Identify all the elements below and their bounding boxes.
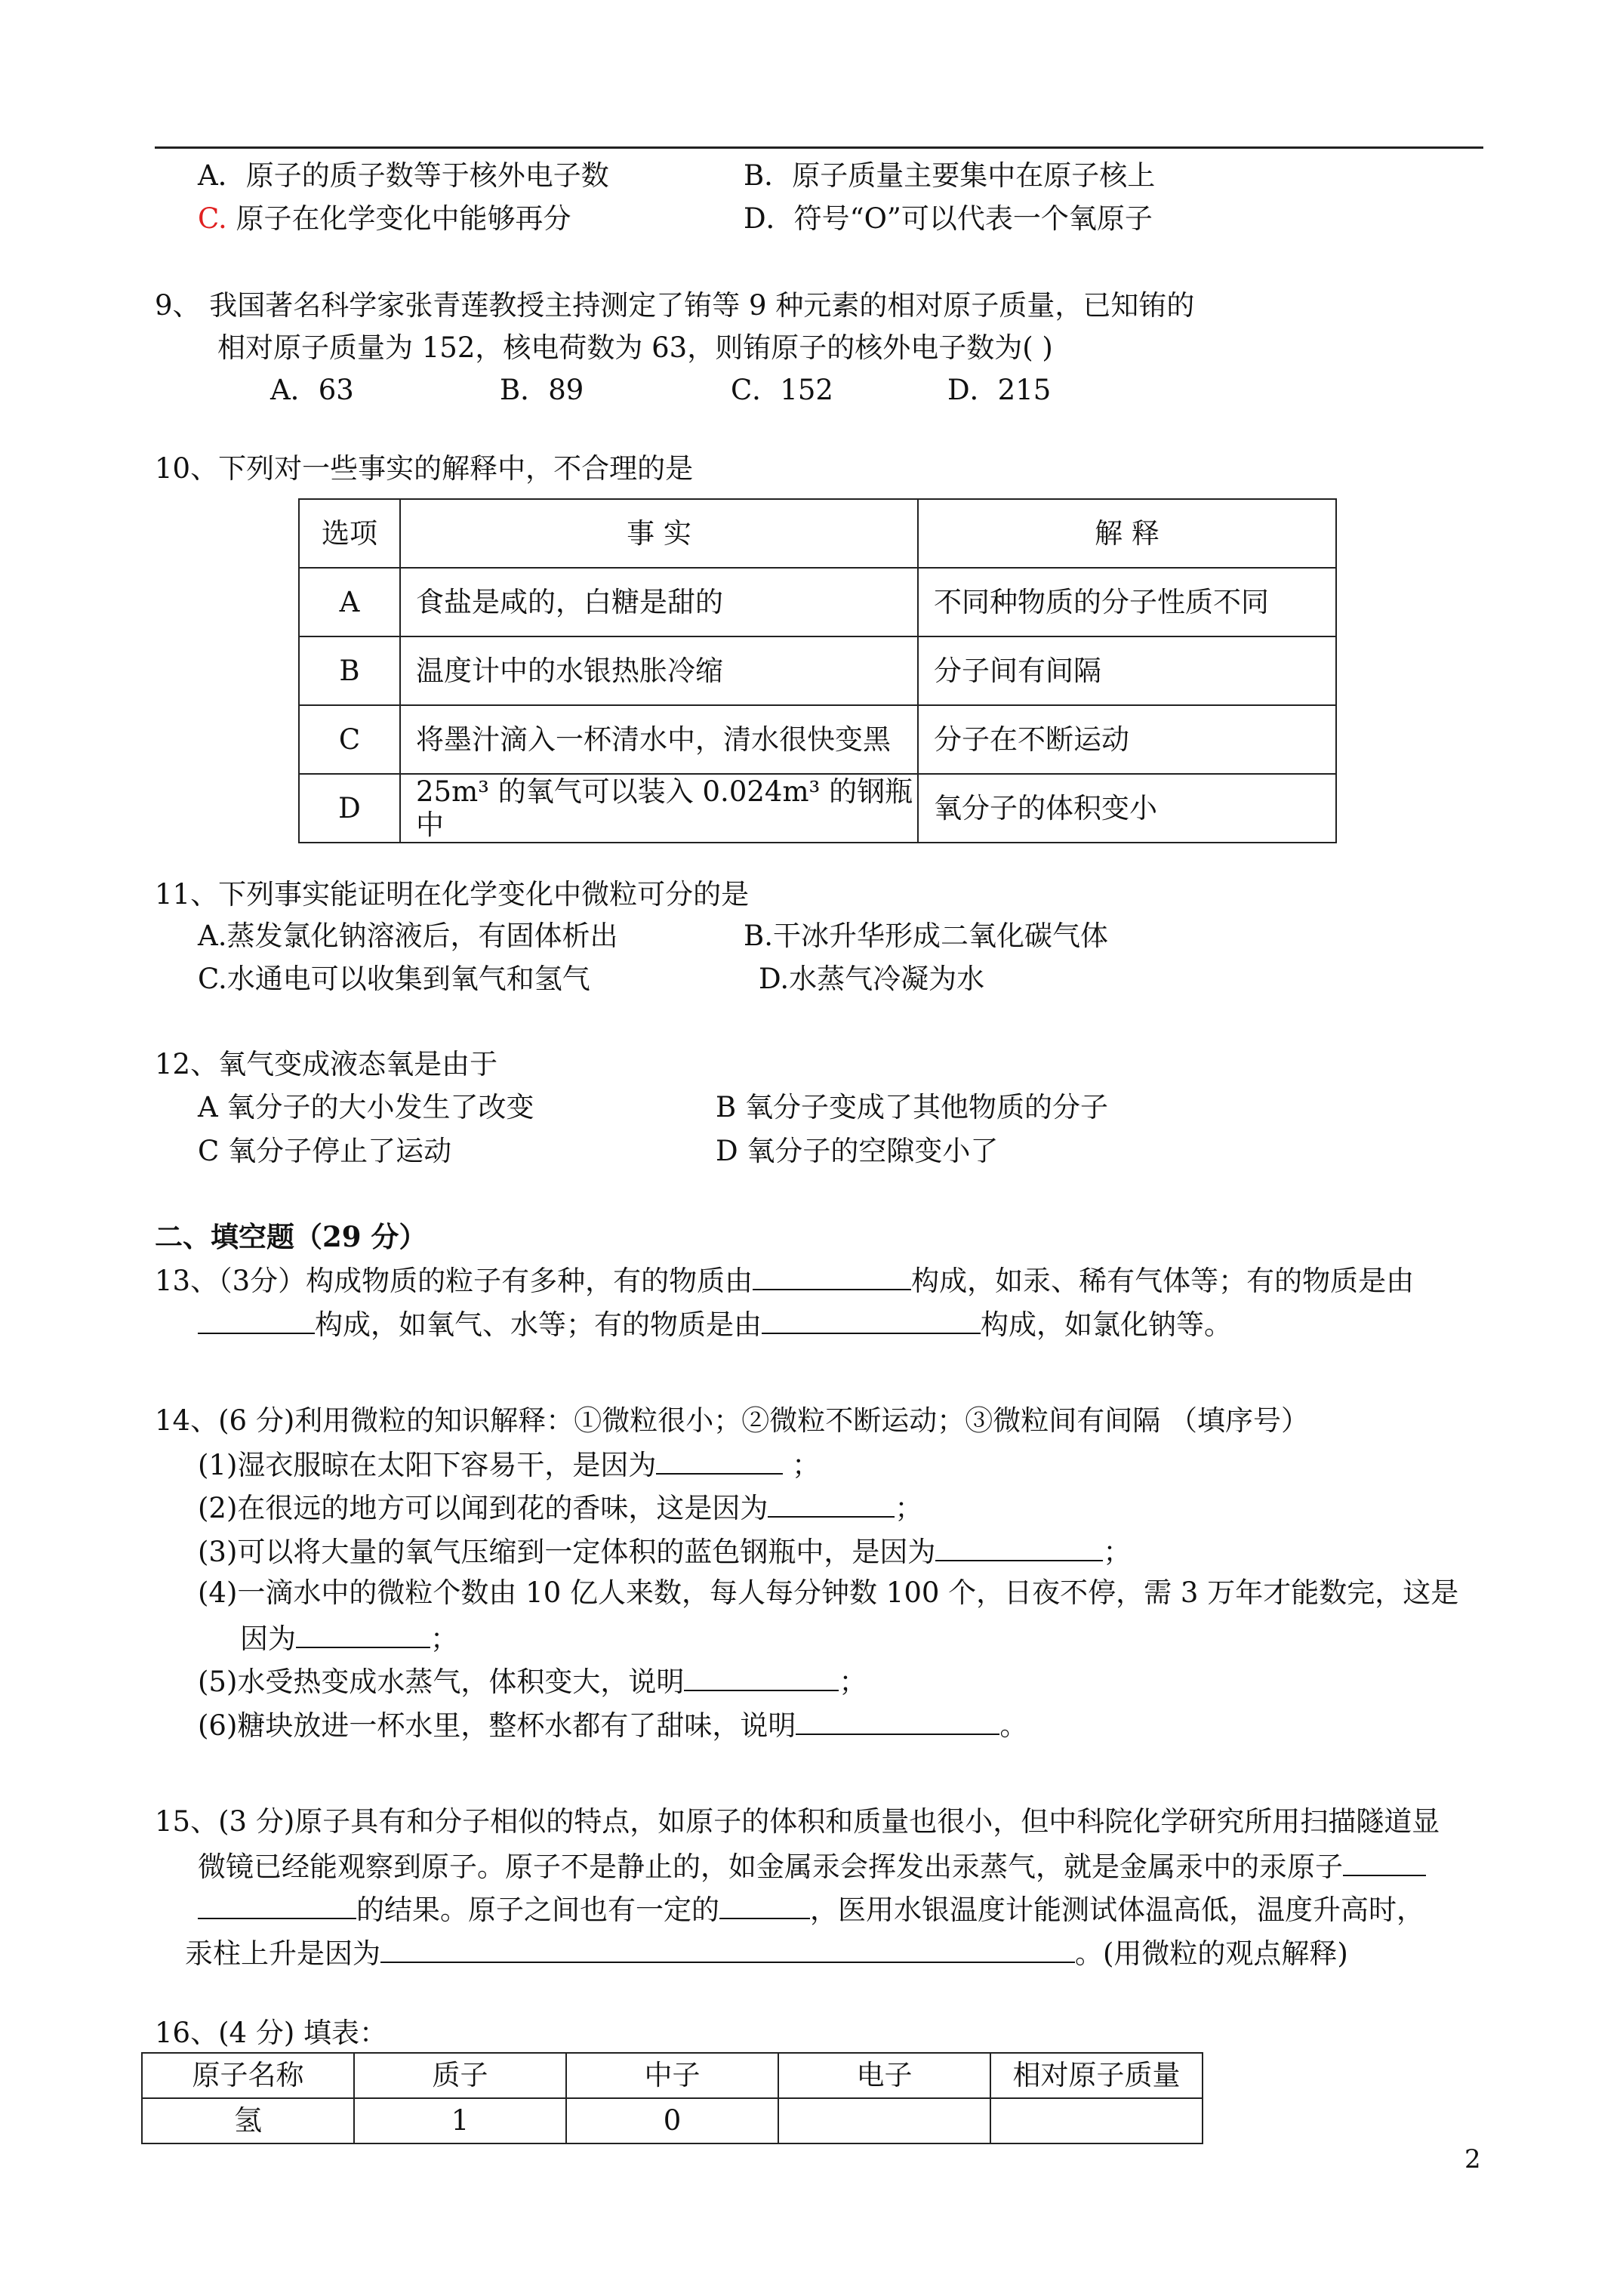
table-cell: 0 bbox=[566, 2098, 778, 2143]
answer-blank[interactable] bbox=[768, 1487, 895, 1518]
table-header-cell: 相对原子质量 bbox=[990, 2053, 1203, 2098]
q12-option-d: D 氧分子的空隙变小了 bbox=[716, 1135, 999, 1167]
q15-text: 微镜已经能观察到原子。原子不是静止的，如金属汞会挥发出汞蒸气，就是金属汞中的汞原子 bbox=[198, 1851, 1343, 1883]
table-row bbox=[299, 636, 1336, 705]
q12-option-c: C 氧分子停止了运动 bbox=[198, 1135, 452, 1167]
table-header-cell: 选项 bbox=[299, 499, 400, 568]
table-header-cell: 质子 bbox=[354, 2053, 566, 2098]
q14-sub-2 bbox=[198, 1487, 922, 1525]
q16-stem: 16、(4 分) 填表： bbox=[155, 2017, 388, 2049]
q9-option-a: A．63 bbox=[270, 374, 354, 406]
q13-line1 bbox=[155, 1260, 1414, 1298]
q14-sub-4-cont bbox=[240, 1618, 458, 1656]
table-cell: 1 bbox=[354, 2098, 566, 2143]
answer-blank[interactable] bbox=[935, 1531, 1103, 1561]
section-heading: 二、填空题（29 分） bbox=[155, 1220, 427, 1253]
q11-option-b: B.干冰升华形成二氧化碳气体 bbox=[744, 920, 1108, 952]
table-header-cell: 事 实 bbox=[400, 499, 918, 568]
q13-line2 bbox=[198, 1304, 1232, 1342]
answer-blank[interactable] bbox=[753, 1260, 911, 1290]
answer-blank[interactable] bbox=[198, 1889, 356, 1919]
q14-sub-3 bbox=[198, 1531, 1131, 1569]
answer-blank[interactable] bbox=[296, 1618, 430, 1648]
q11-option-c: C.水通电可以收集到氧气和氢气 bbox=[198, 963, 590, 995]
answer-blank[interactable] bbox=[380, 1933, 1075, 1963]
table-header-cell: 中子 bbox=[566, 2053, 778, 2098]
q15-line1: 15、(3 分)原子具有和分子相似的特点，如原子的体积和质量也很小，但中科院化学研究所用扫描隧道显 bbox=[155, 1805, 1440, 1838]
table-cell: B bbox=[299, 636, 400, 705]
q9-option-c: C．152 bbox=[731, 374, 833, 406]
q9-option-b: B．89 bbox=[500, 374, 584, 406]
table-header-cell: 电子 bbox=[778, 2053, 990, 2098]
answer-blank[interactable] bbox=[762, 1304, 981, 1334]
q14-text: (1)湿衣服晾在太阳下容易干，是因为 bbox=[198, 1449, 657, 1481]
table-row bbox=[142, 2098, 1203, 2143]
q13-text: 13、（3分）构成物质的粒子有多种，有的物质由 bbox=[155, 1265, 753, 1297]
q15-line3 bbox=[198, 1889, 1424, 1927]
q14-sub-5 bbox=[198, 1661, 867, 1699]
q13-text: 构成，如汞、稀有气体等；有的物质是由 bbox=[911, 1265, 1415, 1297]
table-cell: A bbox=[299, 568, 400, 636]
table-header-cell: 原子名称 bbox=[142, 2053, 354, 2098]
q14-sub-1 bbox=[198, 1444, 820, 1482]
q12-option-a: A 氧分子的大小发生了改变 bbox=[198, 1091, 534, 1123]
header-rule bbox=[155, 146, 1483, 149]
table-cell: 不同种物质的分子性质不同 bbox=[918, 568, 1336, 636]
q15-text: 汞柱上升是因为 bbox=[185, 1937, 380, 1970]
q15-text: 的结果。原子之间也有一定的 bbox=[356, 1894, 719, 1926]
table-header-row bbox=[142, 2053, 1203, 2098]
answer-blank[interactable] bbox=[719, 1889, 810, 1919]
answer-blank[interactable] bbox=[656, 1444, 783, 1475]
table-cell: 氧分子的体积变小 bbox=[918, 774, 1336, 843]
q14-text: 。 bbox=[999, 1709, 1028, 1742]
q11-option-d: D.水蒸气冷凝为水 bbox=[759, 963, 985, 995]
table-cell: 分子在不断运动 bbox=[918, 705, 1336, 774]
table-row bbox=[299, 705, 1336, 774]
q9-stem-line2: 相对原子质量为 152，核电荷数为 63，则铕原子的核外电子数为( ) bbox=[217, 331, 1053, 364]
q10-table bbox=[298, 498, 1337, 843]
q13-text: 构成，如氧气、水等；有的物质是由 bbox=[315, 1308, 762, 1341]
answer-cell[interactable] bbox=[778, 2098, 990, 2143]
table-cell: 氢 bbox=[142, 2098, 354, 2143]
q14-text: ； bbox=[839, 1666, 867, 1698]
q14-text: (5)水受热变成水蒸气，体积变大，说明 bbox=[198, 1666, 685, 1698]
q14-text: (3)可以将大量的氧气压缩到一定体积的蓝色钢瓶中，是因为 bbox=[198, 1536, 936, 1568]
q8-option-d: D．符号“O”可以代表一个氧原子 bbox=[744, 202, 1153, 235]
q14-sub-6 bbox=[198, 1705, 1027, 1743]
table-row bbox=[299, 774, 1336, 843]
q10-stem: 10、下列对一些事实的解释中，不合理的是 bbox=[155, 452, 694, 485]
q8-option-a: A．原子的质子数等于核外电子数 bbox=[198, 159, 609, 192]
table-header-cell: 解 释 bbox=[918, 499, 1336, 568]
q14-text: (2)在很远的地方可以闻到花的香味，这是因为 bbox=[198, 1492, 768, 1524]
table-cell: 食盐是咸的，白糖是甜的 bbox=[400, 568, 918, 636]
answer-blank[interactable] bbox=[796, 1705, 999, 1735]
q8-option-c bbox=[198, 200, 571, 238]
q12-option-b: B 氧分子变成了其他物质的分子 bbox=[716, 1091, 1108, 1123]
q14-text: (6)糖块放进一杯水里，整杯水都有了甜味，说明 bbox=[198, 1709, 796, 1742]
table-cell: 将墨汁滴入一杯清水中，清水很快变黑 bbox=[400, 705, 918, 774]
q9-stem-line1: 9、 我国著名科学家张青莲教授主持测定了铕等 9 种元素的相对原子质量，已知铕的 bbox=[155, 289, 1195, 322]
table-cell: 25m³ 的氧气可以装入 0.024m³ 的钢瓶中 bbox=[400, 774, 918, 843]
q15-text: ，医用水银温度计能测试体温高低，温度升高时， bbox=[810, 1894, 1424, 1926]
q8-option-b: B．原子质量主要集中在原子核上 bbox=[744, 159, 1156, 192]
q14-text: ； bbox=[783, 1449, 821, 1481]
q15-line4 bbox=[185, 1933, 1348, 1971]
q14-text: ； bbox=[1103, 1536, 1132, 1568]
q14-text: ； bbox=[895, 1492, 923, 1524]
answer-blank[interactable] bbox=[1343, 1846, 1426, 1876]
q9-option-d: D．215 bbox=[947, 374, 1052, 406]
q15-line2 bbox=[198, 1846, 1426, 1884]
q11-stem: 11、下列事实能证明在化学变化中微粒可分的是 bbox=[155, 878, 750, 911]
table-cell: C bbox=[299, 705, 400, 774]
page-number: 2 bbox=[1464, 2144, 1481, 2174]
q14-stem: 14、(6 分)利用微粒的知识解释：①微粒很小；②微粒不断运动；③微粒间有间隔 （填序号） bbox=[155, 1404, 1310, 1437]
q14-text: ； bbox=[430, 1623, 458, 1655]
table-header-row bbox=[299, 499, 1336, 568]
answer-cell[interactable] bbox=[990, 2098, 1203, 2143]
q11-option-a: A.蒸发氯化钠溶液后，有固体析出 bbox=[198, 920, 618, 952]
q13-text: 构成，如氯化钠等。 bbox=[981, 1308, 1232, 1341]
table-row bbox=[299, 568, 1336, 636]
q8-option-c-text: 原子在化学变化中能够再分 bbox=[226, 202, 571, 235]
answer-blank[interactable] bbox=[684, 1661, 839, 1691]
q16-table bbox=[141, 2052, 1203, 2144]
q14-sub-4: (4)一滴水中的微粒个数由 10 亿人来数，每人每分钟数 100 个，日夜不停，需 3 万年才能数完，这是 bbox=[198, 1576, 1459, 1609]
table-cell: 分子间有间隔 bbox=[918, 636, 1336, 705]
table-cell: D bbox=[299, 774, 400, 843]
q8-option-c-letter: C. bbox=[198, 202, 227, 235]
q14-text: 因为 bbox=[240, 1623, 296, 1655]
answer-blank[interactable] bbox=[198, 1304, 315, 1334]
q12-stem: 12、氧气变成液态氧是由于 bbox=[155, 1048, 498, 1080]
table-cell: 温度计中的水银热胀冷缩 bbox=[400, 636, 918, 705]
q15-text: 。(用微粒的观点解释) bbox=[1075, 1937, 1348, 1970]
